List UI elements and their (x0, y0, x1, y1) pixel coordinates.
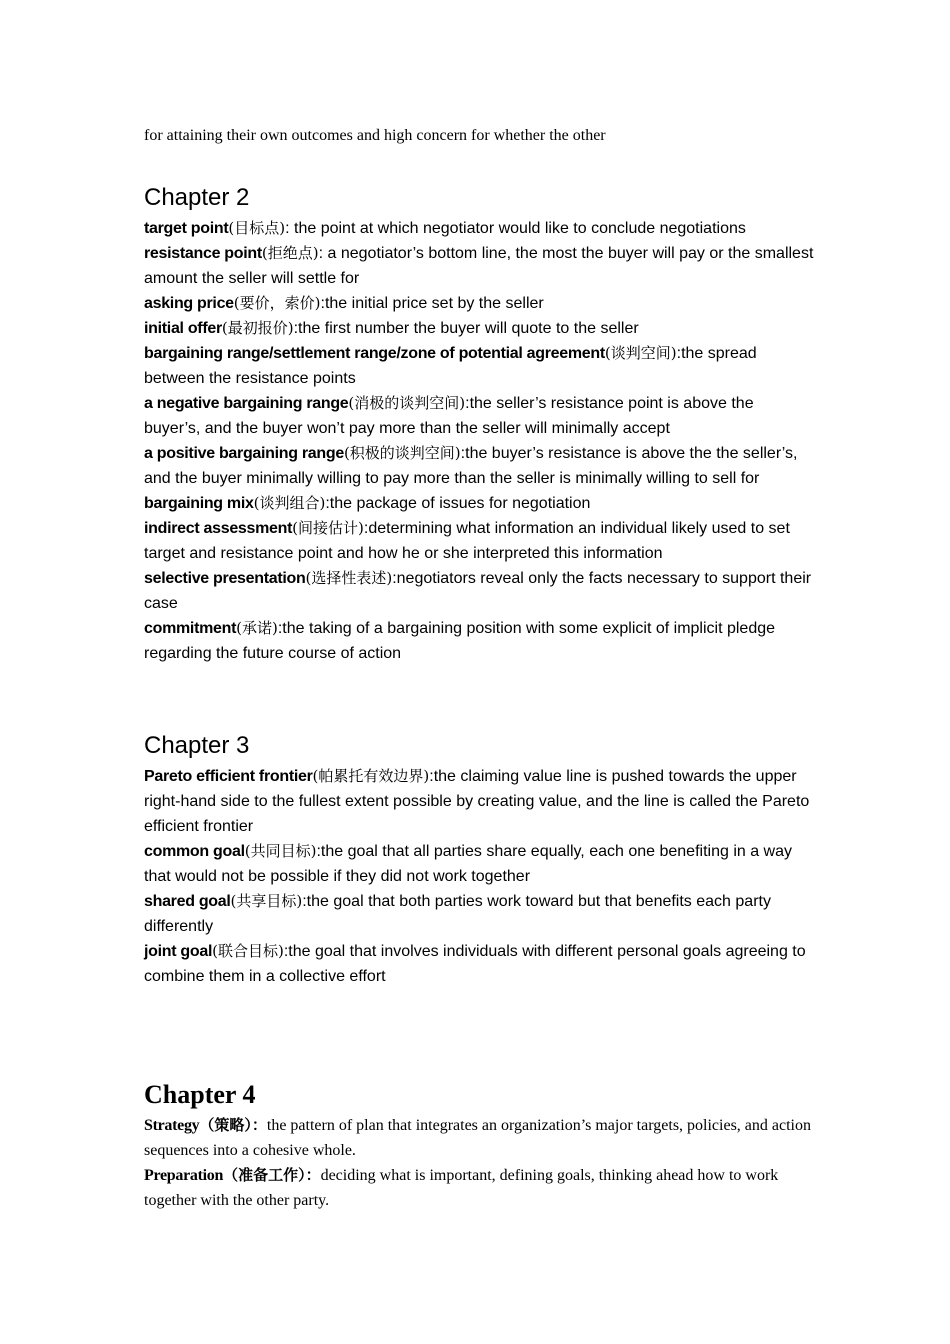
chapter-title: Chapter 4 (144, 1080, 256, 1109)
glossary-entry (144, 939, 814, 989)
term: Pareto efficient frontier (144, 768, 313, 785)
term: commitment (144, 620, 237, 637)
intro-text: for attaining their own outcomes and high concern for whether the other (144, 127, 606, 144)
chapter-4-section (144, 1078, 814, 1213)
definition: the pattern of plan that integrates an organization’s major targets, policies, and action sequences into a cohesive whole. (144, 1117, 811, 1159)
glossary-entry (144, 441, 814, 491)
term: indirect assessment (144, 520, 293, 537)
definition: : the point at which negotiator would like to conclude negotiations (285, 220, 746, 237)
term: joint goal (144, 943, 213, 960)
chapter-title: Chapter 2 (144, 184, 250, 211)
definition: :the goal that involves individuals with different personal goals agreeing to combine them in a collective effort (144, 943, 806, 985)
term: Preparation (144, 1167, 224, 1184)
chinese-term: (拒绝点) (261, 244, 319, 262)
glossary-entry (144, 1113, 814, 1163)
chinese-term: (谈判组合) (253, 494, 326, 512)
glossary-entry (144, 291, 814, 316)
glossary-entry (144, 516, 814, 566)
definition: :the taking of a bargaining position with some explicit of implicit pledge regarding the future course of action (144, 620, 776, 662)
term: Strategy (144, 1117, 200, 1134)
term: target point (144, 220, 229, 237)
chinese-term: （准备工作）： (223, 1166, 321, 1184)
glossary-entry (144, 764, 814, 839)
chinese-term: (间接估计) (292, 519, 364, 537)
chinese-term: (共同目标) (244, 842, 317, 860)
glossary-entry (144, 491, 814, 516)
term: common goal (144, 843, 245, 860)
definition: :the initial price set by the seller (320, 295, 544, 312)
glossary-entry (144, 1163, 814, 1213)
term: selective presentation (144, 570, 306, 587)
definition: deciding what is important, defining goals, thinking ahead how to work together with the other party. (144, 1167, 779, 1209)
chapter-2-section (144, 182, 814, 666)
chinese-term: (谈判空间) (604, 344, 677, 362)
term: resistance point (144, 245, 262, 262)
glossary-entry (144, 391, 814, 441)
chinese-term: (积极的谈判空间) (343, 444, 461, 462)
chinese-term: (联合目标) (212, 942, 284, 960)
term: a negative bargaining range (144, 395, 349, 412)
chinese-term: (帕累托有效边界) (312, 767, 430, 785)
glossary-entry (144, 616, 814, 666)
definition: :the buyer’s resistance is above the the seller’s, and the buyer minimally willing to pay more than the seller is minimally willing to sell for (144, 445, 798, 487)
chapter-title: Chapter 3 (144, 732, 250, 759)
definition: :the first number the buyer will quote to the seller (293, 320, 639, 337)
chinese-term: (最初报价) (221, 319, 294, 337)
glossary-entry (144, 839, 814, 889)
term: shared goal (144, 893, 231, 910)
glossary-entry (144, 889, 814, 939)
glossary-entry (144, 241, 814, 291)
definition: :the package of issues for negotiation (325, 495, 591, 512)
definition: :the goal that all parties share equally, each one benefiting in a way that would not be possible if they did not work together (144, 843, 793, 885)
chinese-term: (目标点) (228, 219, 286, 237)
term: bargaining range/settlement range/zone of potential agreement (144, 345, 605, 362)
chinese-term: (要价，索价) (233, 294, 321, 312)
glossary-entry (144, 341, 814, 391)
glossary-entry (144, 216, 814, 241)
definition: : a negotiator’s bottom line, the most the buyer will pay or the smallest amount the seller will settle for (144, 245, 814, 287)
definition: :the spread between the resistance points (144, 345, 757, 387)
definition: :the goal that both parties work toward but that benefits each party differently (144, 893, 771, 935)
term: a positive bargaining range (144, 445, 344, 462)
definition: :determining what information an individual likely used to set target and resistance point and how he or she interpreted this information (144, 520, 790, 562)
definition: :the seller’s resistance point is above the buyer’s, and the buyer won’t pay more than the seller will minimally accept (144, 395, 754, 437)
chinese-term: （策略）： (199, 1116, 267, 1134)
term: initial offer (144, 320, 222, 337)
chinese-term: (共享目标) (230, 892, 303, 910)
term: bargaining mix (144, 495, 254, 512)
glossary-entry (144, 566, 814, 616)
glossary-entry (144, 316, 814, 341)
chinese-term: (消极的谈判空间) (348, 394, 466, 412)
term: asking price (144, 295, 234, 312)
definition: :the claiming value line is pushed towards the upper right-hand side to the fullest extent possible by creating value, and the line is called the Pareto efficient frontier (144, 768, 810, 835)
chapter-3-section (144, 730, 814, 989)
definition: :negotiators reveal only the facts necessary to support their case (144, 570, 812, 612)
chinese-term: (选择性表述) (305, 569, 393, 587)
chinese-term: (承诺) (236, 619, 278, 637)
